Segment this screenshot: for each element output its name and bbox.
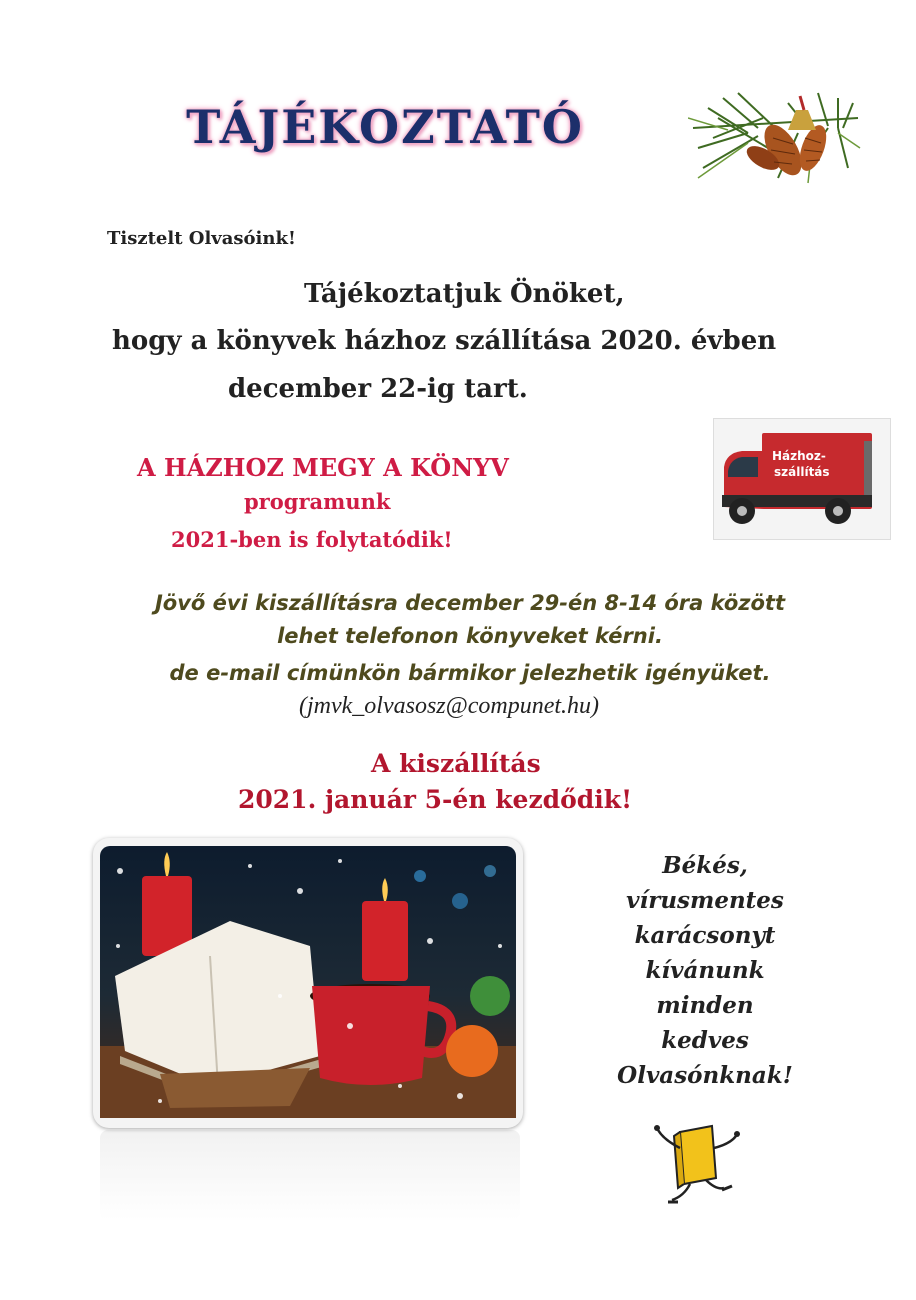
- program-line-2: programunk: [244, 489, 391, 514]
- delivery-truck-picture: [713, 418, 891, 540]
- greeting: Tisztelt Olvasóink!: [107, 228, 296, 249]
- page-title: TÁJÉKOZTATÓ: [186, 100, 584, 154]
- ordering-line-1: Jövő évi kiszállításra december 29-én 8-14 óra között: [154, 591, 786, 615]
- email-address: (jmvk_olvasosz@compunet.hu): [299, 693, 600, 719]
- notice-line-1: Tájékoztatjuk Önöket,: [304, 279, 625, 309]
- svg-text:szállítás: szállítás: [774, 465, 830, 479]
- program-line-1: A HÁZHOZ MEGY A KÖNYV: [137, 453, 509, 482]
- ordering-line-3: de e-mail címünkön bármikor jelezhetik igényüket.: [169, 661, 771, 685]
- program-line-3: 2021-ben is folytatódik!: [171, 527, 453, 552]
- pine-branch-icon: [688, 88, 866, 204]
- svg-text:Házhoz-: Házhoz-: [772, 449, 826, 463]
- wish-line: minden: [656, 992, 754, 1019]
- christmas-photo: [100, 846, 516, 1118]
- wish-line: Békés,: [662, 852, 748, 879]
- delivery-line-1: A kiszállítás: [371, 749, 541, 778]
- ordering-line-2: lehet telefonon könyveket kérni.: [277, 624, 663, 648]
- photo-reflection: [100, 1130, 520, 1220]
- walking-book-icon: [650, 1118, 742, 1206]
- notice-line-3: december 22-ig tart.: [228, 374, 528, 404]
- delivery-line-2: 2021. január 5-én kezdődik!: [238, 785, 633, 814]
- wish-line: karácsonyt: [634, 922, 776, 949]
- wish-line: vírusmentes: [626, 887, 784, 914]
- notice-line-2: hogy a könyvek házhoz szállítása 2020. évben: [112, 326, 777, 356]
- wish-line: Olvasónknak!: [617, 1062, 793, 1089]
- wish-line: kedves: [661, 1027, 749, 1054]
- wish-line: kívánunk: [645, 957, 765, 984]
- christmas-photo-frame: [93, 838, 523, 1128]
- delivery-truck-icon: [714, 419, 890, 539]
- wishes-block: [590, 848, 820, 1093]
